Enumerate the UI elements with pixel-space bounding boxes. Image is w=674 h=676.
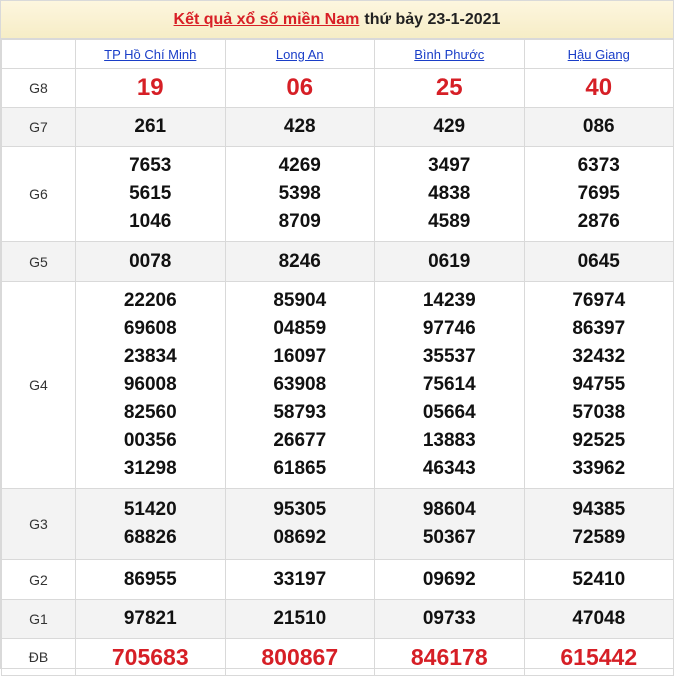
province-header [524,40,674,69]
prize-row [2,147,674,242]
prize-number: 7695 [577,183,620,204]
prize-number: 8709 [278,211,321,232]
prize-cell [76,560,226,600]
prize-number: 61865 [273,458,327,479]
prize-number: 8246 [278,250,321,272]
province-link-hau-giang[interactable]: Hậu Giang [567,46,630,62]
prize-number: 4589 [428,211,471,232]
prize-number: 7653 [129,155,172,176]
prize-cell [524,147,674,242]
prize-cell [225,639,375,676]
prize-cell [524,108,674,147]
prize-number: 75614 [422,374,476,395]
prize-number: 46343 [422,458,476,479]
prize-cell [375,69,525,108]
prize-label: G3 [2,489,76,560]
prize-row [2,489,674,560]
prize-cell [225,242,375,282]
prize-cell [76,108,226,147]
prize-number: 5398 [278,183,321,204]
prize-number: 429 [433,116,466,137]
prize-number: 2876 [577,211,620,232]
prize-label: G7 [2,108,76,147]
prize-number: 4838 [428,183,471,204]
prize-number: 086 [582,116,615,137]
prize-label: G4 [2,282,76,489]
prize-number: 23834 [123,346,177,367]
prize-number: 06 [286,74,314,101]
prize-cell [375,282,525,489]
prize-cell [524,560,674,600]
prize-number: 35537 [422,346,476,367]
prize-number: 0645 [577,250,620,272]
prize-number: 0619 [428,250,471,272]
province-link-binh-phuoc[interactable]: Bình Phước [414,46,485,62]
prize-number: 57038 [572,402,626,423]
prize-label: G1 [2,600,76,639]
prize-cell [76,600,226,639]
prize-number: 04859 [273,318,327,339]
prize-number: 22206 [123,290,177,311]
prize-number: 86397 [572,318,626,339]
prize-cell [76,69,226,108]
results-date: thứ bảy 23-1-2021 [364,10,501,28]
prize-cell [225,108,375,147]
prize-number: 82560 [123,402,177,423]
prize-number: 33962 [572,458,626,479]
prize-row [2,282,674,489]
prize-number: 47048 [572,608,626,629]
prize-cell [76,639,226,676]
prize-cell [375,560,525,600]
prize-number: 13883 [422,430,476,451]
prize-cell [76,282,226,489]
prize-cell [524,69,674,108]
prize-number: 5615 [129,183,172,204]
prize-number: 95305 [273,499,327,520]
prize-number: 0078 [129,250,172,272]
prize-number: 52410 [572,568,626,590]
prize-cell [225,600,375,639]
prize-label: G6 [2,147,76,242]
prize-number: 261 [134,116,167,137]
province-header [375,40,525,69]
prize-number: 25 [435,74,463,101]
prize-number: 31298 [123,458,177,479]
prize-cell [524,242,674,282]
prize-number: 09692 [422,568,476,590]
prize-cell [375,489,525,560]
prize-cell [225,282,375,489]
prize-number: 98604 [422,499,476,520]
prize-rows [2,69,674,676]
prize-number: 09733 [422,608,476,629]
prize-row [2,108,674,147]
prize-number: 26677 [273,430,327,451]
prize-cell [375,242,525,282]
prize-label: G5 [2,242,76,282]
prize-cell [225,147,375,242]
prize-cell [375,147,525,242]
province-header [76,40,226,69]
prize-cell [225,489,375,560]
prize-number: 19 [136,74,164,101]
prize-number: 50367 [422,527,476,548]
prize-number: 96008 [123,374,177,395]
prize-row [2,560,674,600]
prize-row [2,639,674,676]
prize-number: 33197 [273,568,327,590]
prize-number: 32432 [572,346,626,367]
prize-number: 3497 [428,155,471,176]
prize-cell [524,600,674,639]
prize-cell [76,147,226,242]
prize-cell [375,108,525,147]
prize-number: 08692 [273,527,327,548]
prize-number: 428 [283,116,316,137]
prize-number: 16097 [273,346,327,367]
prize-number: 76974 [572,290,626,311]
prize-cell [524,489,674,560]
prize-cell [375,639,525,676]
prize-number: 1046 [129,211,172,232]
prize-number: 4269 [278,155,321,176]
results-header [1,1,673,39]
prize-cell [76,242,226,282]
prize-cell [375,600,525,639]
prize-number: 69608 [123,318,177,339]
prize-number: 615442 [560,644,638,670]
prize-number: 14239 [422,290,476,311]
province-link-hcm[interactable]: TP Hồ Chí Minh [104,46,197,62]
prize-number: 05664 [422,402,476,423]
prize-number: 97821 [123,608,177,629]
prize-number: 6373 [577,155,620,176]
prize-number: 40 [585,74,613,101]
prize-number: 68826 [123,527,177,548]
prize-number: 85904 [273,290,327,311]
prize-number: 51420 [123,499,177,520]
prize-number: 86955 [123,568,177,590]
province-link-long-an[interactable]: Long An [275,46,324,62]
prize-cell [524,282,674,489]
results-table [1,39,674,676]
prize-number: 58793 [273,402,327,423]
prize-row [2,242,674,282]
prize-row [2,600,674,639]
prize-number: 21510 [273,608,327,629]
prize-cell [225,560,375,600]
prize-number: 92525 [572,430,626,451]
prize-row [2,69,674,108]
prize-cell [225,69,375,108]
province-header-row [2,40,674,69]
prize-cell [76,489,226,560]
results-title-link[interactable]: Kết quả xổ số miền Nam [173,10,360,28]
empty-header-cell [2,40,76,69]
prize-label: G2 [2,560,76,600]
prize-number: 97746 [422,318,476,339]
prize-cell [524,639,674,676]
prize-number: 705683 [111,644,189,670]
prize-number: 94385 [572,499,626,520]
prize-label: ĐB [2,639,76,676]
prize-label: G8 [2,69,76,108]
prize-number: 800867 [261,644,339,670]
prize-number: 00356 [123,430,177,451]
prize-number: 72589 [572,527,626,548]
prize-number: 63908 [273,374,327,395]
prize-number: 846178 [410,644,488,670]
prize-number: 94755 [572,374,626,395]
province-header [225,40,375,69]
